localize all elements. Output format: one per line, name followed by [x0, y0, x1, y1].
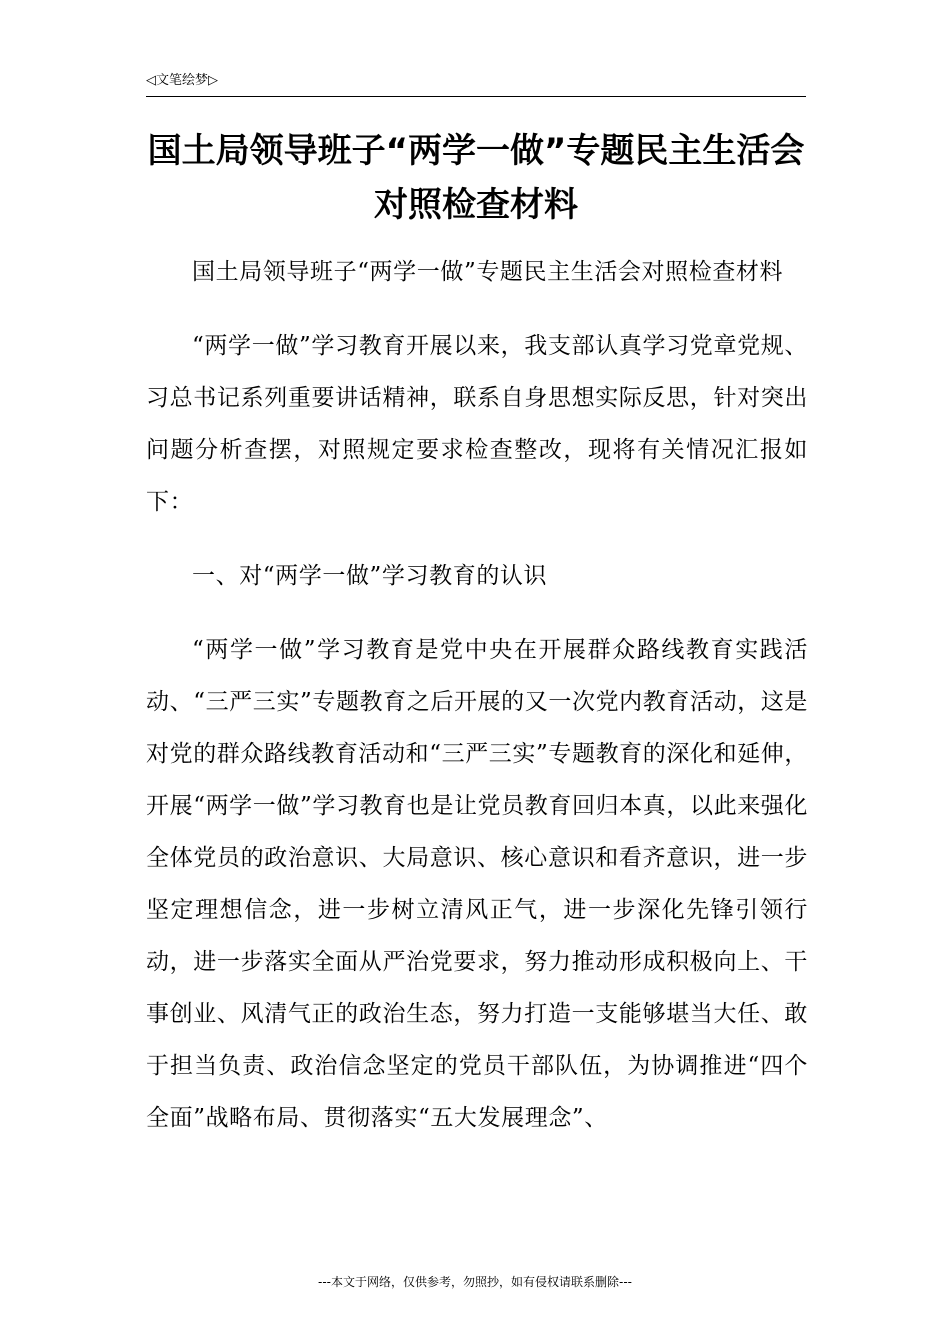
document-body	[146, 246, 808, 1166]
document-title: 国土局领导班子“两学一做”专题民主生活会对照检查材料	[147, 131, 805, 225]
paragraph-intro: “两学一做”学习教育开展以来，我支部认真学习党章党规、习总书记系列重要讲话精神，联系自身思想实际反思，针对突出问题分析查摆，对照规定要求检查整改，现将有关情况汇报如下：	[146, 333, 808, 515]
section-heading: 一、对“两学一做”学习教育的认识	[192, 563, 548, 589]
paragraph-body: “两学一做”学习教育是党中央在开展群众路线教育实践活动、“三严三实”专题教育之后开展的又一次党内教育活动，这是对党的群众路线教育活动和“三严三实”专题教育的深化和延伸，开展“两学一做”学习教育也是让党员教育回归本真，以此来强化全体党员的政治意识、大局意识、核心意识和看齐意识，进一步坚定理想信念，进一步树立清风正气，进一步深化先锋引领行动，进一步落实全面从严治党要求，努力推动形成积极向上、干事创业、风清气正的政治生态，努力打造一支能够堪当大任、敢于担当负责、政治信念坚定的党员干部队伍，为协调推进“四个全面”战略布局、贯彻落实“五大发展理念”、	[146, 637, 808, 1131]
footer-disclaimer: ---本文于网络，仅供参考，勿照抄，如有侵权请联系删除---	[318, 1275, 632, 1289]
header-mark: ◁文笔绘梦▷	[146, 73, 218, 88]
paragraph-subtitle: 国土局领导班子“两学一做”专题民主生活会对照检查材料	[192, 259, 784, 285]
header-divider	[146, 96, 806, 97]
